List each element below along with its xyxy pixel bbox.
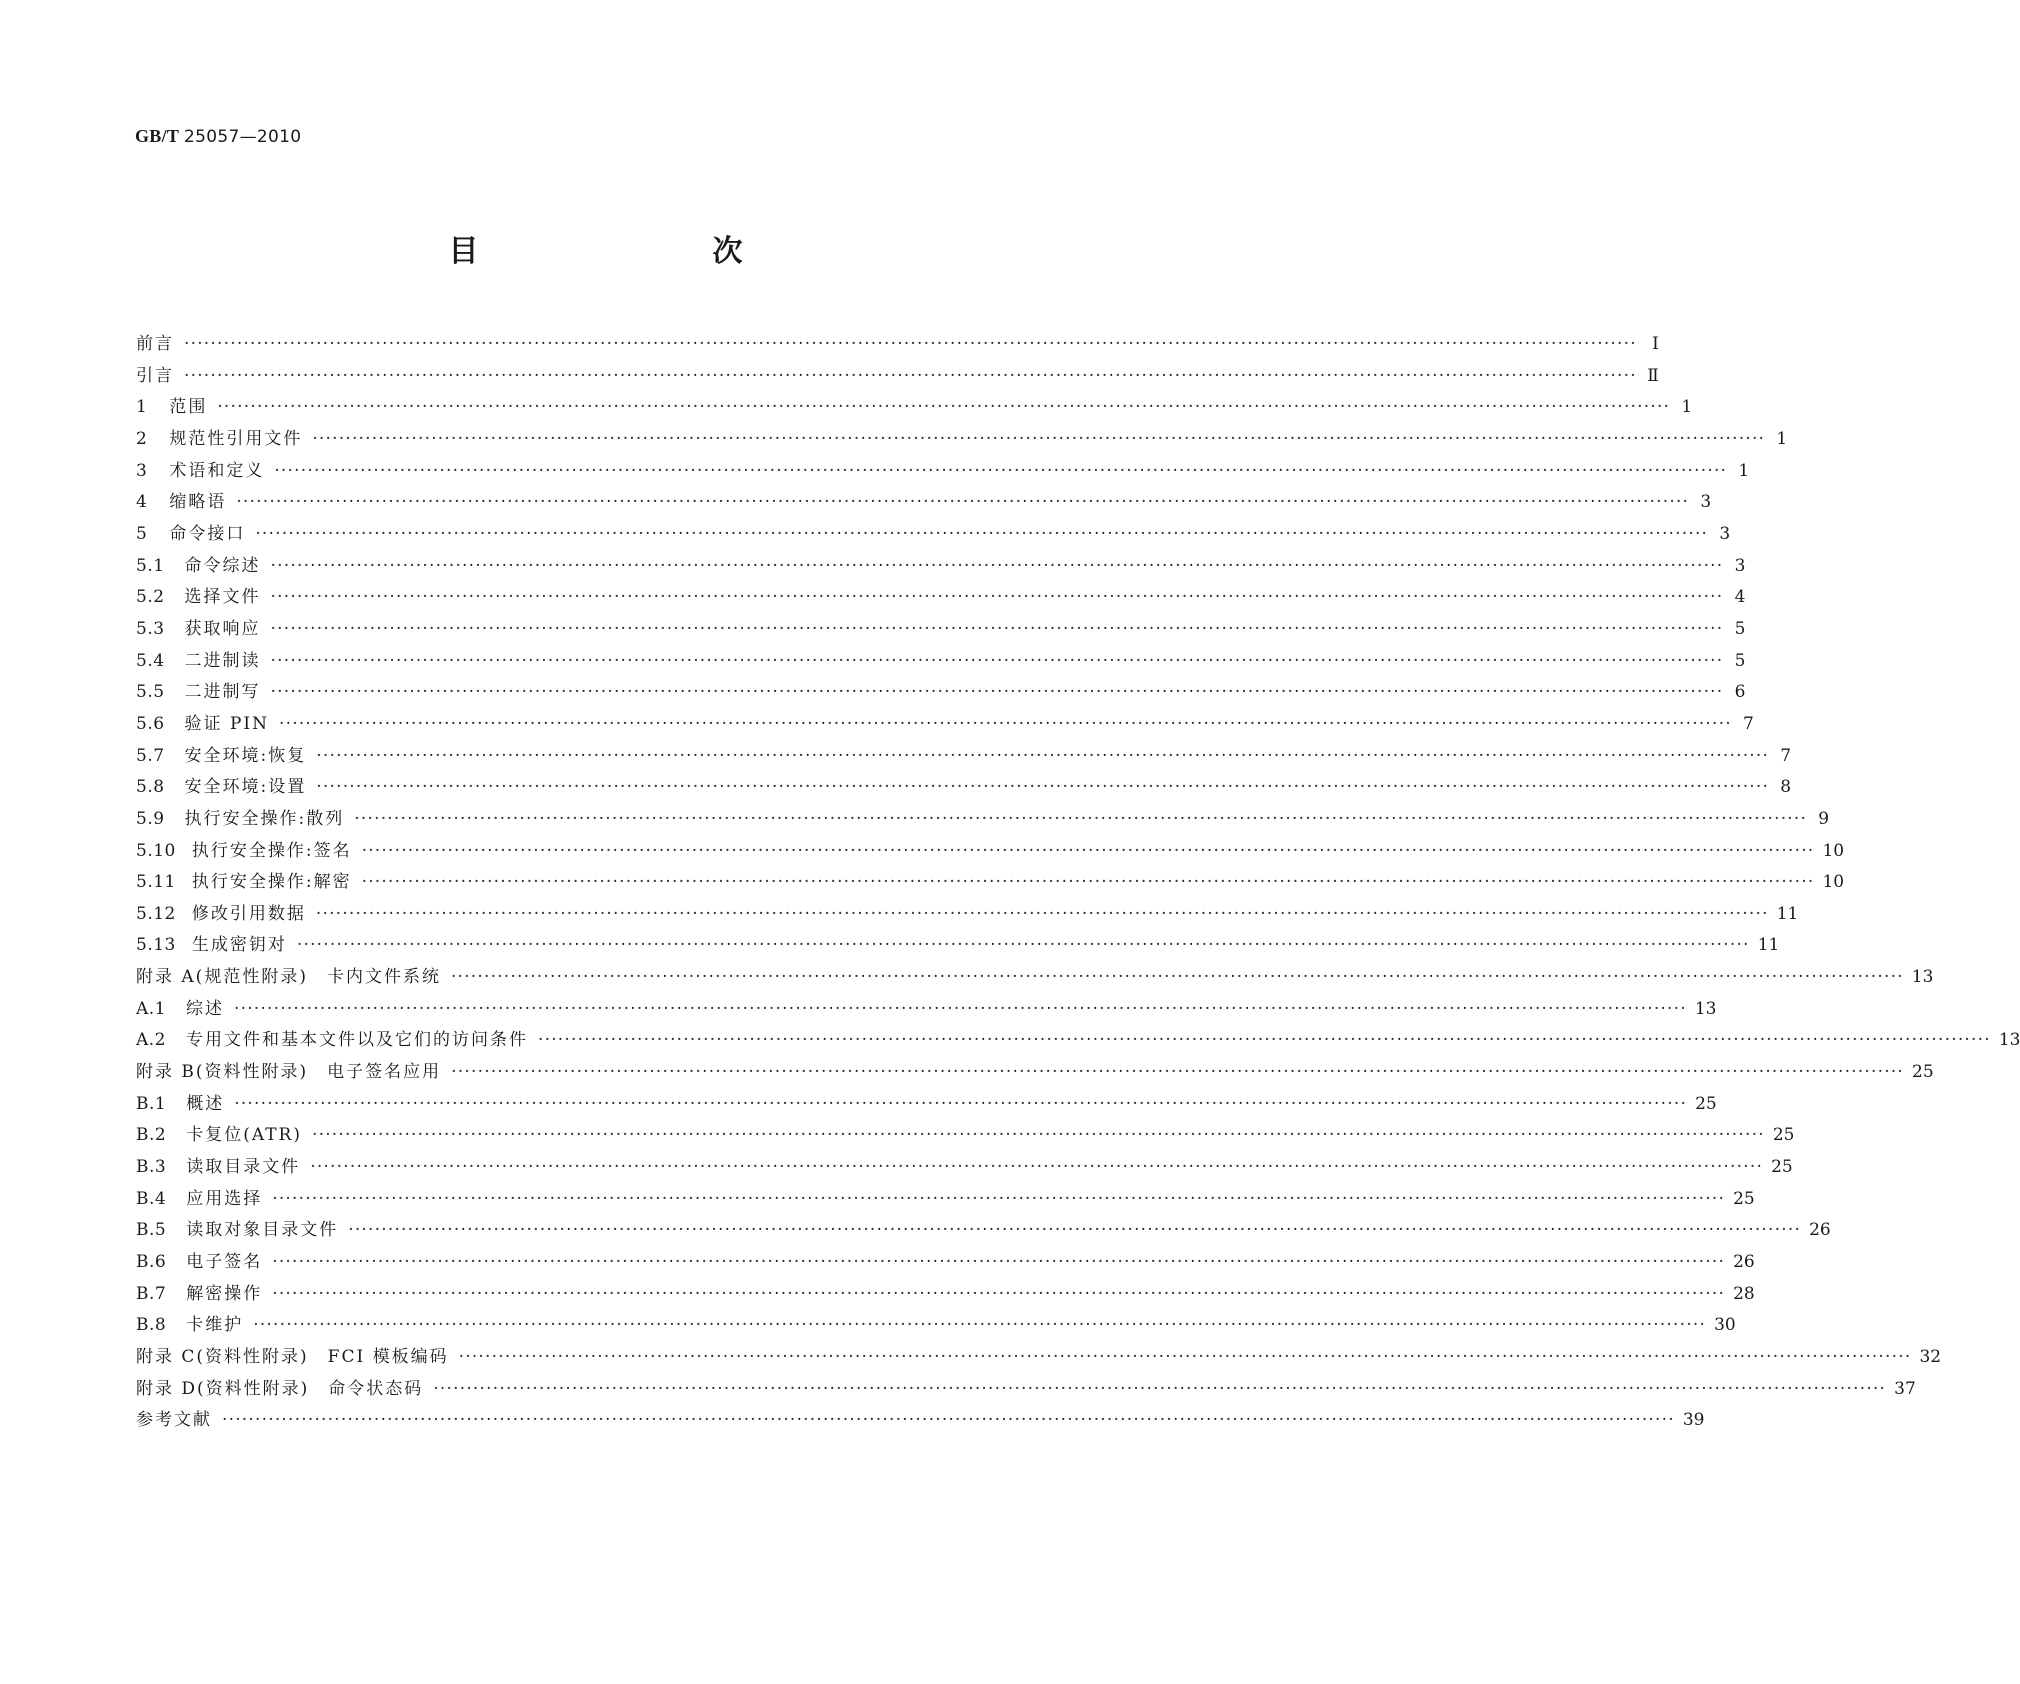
toc-entry-number: B.1 [136,1093,167,1114]
toc-entry[interactable] [136,867,1845,899]
toc-leader-dots: ···························································································································································································································· [270,587,1724,608]
toc-entry[interactable] [136,646,1746,678]
toc-entry-number: 5.11 [136,872,176,893]
toc-entry-title: 应用选择 [186,1188,263,1209]
toc-entry-number: 5.12 [136,903,176,924]
toc-leader-dots: ···························································································································································································································· [236,492,1690,513]
toc-entry[interactable] [136,1374,1916,1406]
toc-leader-dots: ···························································································································································································································· [184,365,1637,386]
toc-leader-dots: ···························································································································································································································· [270,618,1724,639]
toc-entry[interactable] [136,519,1731,551]
toc-entry[interactable] [136,487,1712,519]
toc-entry-page: 5 [1734,650,1746,671]
toc-leader-dots: ···························································································································································································································· [184,334,1637,354]
toc-entry-page: 1 [1681,397,1693,418]
toc-entry-title: 修改引用数据 [191,903,306,924]
toc-entry-page: 13 [1694,998,1717,1019]
toc-entry[interactable] [136,962,1934,994]
toc-entry-number: 5.7 [136,745,165,766]
toc-leader-dots: ···························································································································································································································· [296,935,1750,956]
toc-leader-dots: ···························································································································································································································· [348,1220,1802,1241]
toc-leader-dots: ···························································································································································································································· [312,428,1766,449]
toc-entry-number: 5.5 [136,682,165,703]
toc-entry-number: 1 [136,397,148,418]
page-title: 目 次 [448,234,801,269]
toc-entry-title: 验证 PIN [184,713,269,734]
toc-entry-number: B.5 [136,1220,167,1241]
toc-entry-page: 1 [1776,428,1788,449]
toc-entry-page: 5 [1734,618,1746,639]
toc-entry-page: 13 [1911,967,1934,988]
toc-entry-title: 生成密钥对 [191,935,287,956]
toc-entry-page: 3 [1734,555,1746,576]
toc-entry-page: 25 [1733,1188,1755,1209]
toc-entry-title: 附录 C(资料性附录) FCI 模板编码 [136,1347,449,1367]
standard-code [135,126,301,147]
toc-entry-title: 参考文献 [136,1410,212,1431]
toc-entry[interactable] [136,772,1792,804]
toc-entry[interactable] [136,424,1788,456]
toc-entry-number: A.1 [136,998,166,1019]
toc-entry-title: 命令综述 [184,555,261,576]
toc-entry[interactable] [136,836,1845,868]
toc-entry-title: 二进制读 [184,650,261,671]
toc-entry[interactable] [136,709,1754,741]
toc-entry-title: 卡复位(ATR) [186,1125,302,1146]
toc-entry-title: 读取对象目录文件 [186,1220,339,1241]
toc-entry-title: 读取目录文件 [186,1157,301,1178]
toc-leader-dots: ···························································································································································································································· [217,397,1671,418]
toc-entry-page: 11 [1776,903,1799,924]
toc-entry-title: 术语和定义 [169,460,265,481]
toc-entry[interactable] [136,994,1717,1026]
toc-entry[interactable] [136,551,1746,583]
toc-entry-title: 范围 [169,397,208,418]
toc-entry[interactable] [136,1089,1717,1121]
toc-entry-title: 缩略语 [169,492,227,513]
toc-entry[interactable] [136,741,1792,773]
toc-entry-title: 获取响应 [184,618,261,639]
toc-entry[interactable] [136,614,1746,646]
toc-leader-dots: ···························································································································································································································· [253,1315,1707,1336]
toc-entry-number: 5.10 [136,840,176,861]
toc-leader-dots: ···························································································································································································································· [354,808,1808,829]
toc-entry-page: 26 [1809,1220,1831,1241]
toc-leader-dots: ···························································································································································································································· [270,650,1724,671]
toc-entry[interactable] [136,1342,1942,1374]
toc-leader-dots: ···························································································································································································································· [272,1252,1726,1273]
toc-entry-title: 二进制写 [184,682,261,703]
toc-entry-title: 附录 D(资料性附录) 命令状态码 [136,1378,424,1399]
toc-entry-number: B.3 [136,1157,167,1178]
toc-entry-title: 附录 A(规范性附录) 卡内文件系统 [136,967,441,988]
standard-code-number: 25057—2010 [184,127,302,147]
toc-entry-title: 卡维护 [186,1315,244,1336]
toc-entry-page: 10 [1822,872,1845,893]
toc-entry-page: 1 [1738,460,1750,481]
toc-entry-number: B.7 [136,1283,167,1304]
toc-entry-page: 26 [1733,1252,1755,1273]
table-of-contents [136,329,2020,1437]
toc-entry-page: 10 [1822,840,1845,861]
toc-entry[interactable] [136,1120,1795,1152]
toc-entry[interactable] [136,1310,1736,1342]
toc-entry[interactable] [136,1152,1793,1184]
toc-entry-number: B.6 [136,1252,167,1273]
toc-entry-title: 执行安全操作:签名 [191,840,352,861]
toc-entry[interactable] [136,804,1830,836]
toc-leader-dots: ···························································································································································································································· [451,1062,1905,1083]
toc-leader-dots: ···························································································································································································································· [450,967,1904,988]
toc-leader-dots: ···························································································································································································································· [310,1157,1764,1178]
toc-leader-dots: ···························································································································································································································· [361,872,1815,893]
toc-entry-number: 5.13 [136,935,176,956]
toc-leader-dots: ···························································································································································································································· [234,998,1687,1019]
toc-leader-dots: ···························································································································································································································· [270,555,1724,576]
toc-leader-dots: ···························································································································································································································· [270,682,1724,703]
toc-entry-page: 7 [1743,713,1754,734]
toc-entry-title: 执行安全操作:散列 [184,808,345,829]
toc-entry[interactable] [136,677,1746,709]
toc-entry[interactable] [136,1279,1755,1311]
toc-entry-page: 8 [1780,777,1792,798]
toc-leader-dots: ···························································································································································································································· [538,1030,1991,1051]
toc-entry-title: 执行安全操作:解密 [191,872,352,893]
toc-leader-dots: ···························································································································································································································· [316,777,1770,798]
toc-entry-page: Ⅰ [1652,334,1659,354]
toc-leader-dots: ···························································································································································································································· [311,1125,1765,1146]
toc-leader-dots: ···························································································································································································································· [315,903,1769,924]
toc-leader-dots: ···························································································································································································································· [433,1378,1887,1399]
toc-entry-title: 前言 [136,334,174,354]
toc-entry-number: 5 [136,523,148,544]
toc-entry-number: 5.3 [136,618,165,639]
toc-entry-number: B.8 [136,1315,167,1336]
toc-entry-page: 25 [1772,1125,1795,1146]
toc-leader-dots: ···························································································································································································································· [278,713,1732,734]
toc-entry[interactable] [136,1025,2020,1057]
toc-entry-page: 28 [1733,1283,1755,1304]
toc-entry-title: 选择文件 [184,587,261,608]
toc-entry[interactable] [136,361,1659,393]
toc-entry-title: 安全环境:设置 [184,777,307,798]
toc-entry-number: 5.1 [136,555,165,576]
toc-entry-page: 11 [1757,935,1780,956]
toc-entry-page: 6 [1734,682,1746,703]
toc-entry[interactable] [136,1057,1934,1089]
toc-entry-title: 规范性引用文件 [169,428,303,449]
toc-entry-title: 综述 [186,998,224,1019]
toc-entry-title: 引言 [136,365,174,386]
toc-entry-page: 25 [1695,1093,1717,1114]
toc-entry[interactable] [136,1247,1755,1279]
toc-entry-title: 专用文件和基本文件以及它们的访问条件 [186,1030,528,1051]
toc-entry-number: 5.8 [136,777,165,798]
toc-entry-page: 3 [1700,492,1712,513]
toc-leader-dots: ···························································································································································································································· [361,840,1815,861]
toc-entry[interactable] [136,930,1780,962]
toc-entry-number: 5.9 [136,808,165,829]
toc-entry[interactable] [136,1184,1755,1216]
toc-leader-dots: ···························································································································································································································· [272,1188,1726,1209]
toc-entry-page: 25 [1771,1157,1793,1178]
toc-entry-page: 39 [1682,1410,1705,1431]
toc-entry-number: 2 [136,428,148,449]
toc-entry[interactable] [136,899,1799,931]
toc-entry-title: 概述 [186,1093,225,1114]
toc-entry-page: 13 [1998,1030,2020,1051]
toc-entry[interactable] [136,1215,1831,1247]
toc-leader-dots: ···························································································································································································································· [234,1093,1688,1114]
toc-entry-number: 4 [136,492,148,513]
toc-entry[interactable] [136,329,1659,361]
toc-leader-dots: ···························································································································································································································· [274,460,1728,481]
toc-entry-number: 5.6 [136,713,165,734]
toc-entry-title: 安全环境:恢复 [184,745,307,766]
toc-entry-number: 5.2 [136,587,165,608]
toc-entry-number: A.2 [136,1030,166,1051]
toc-entry-page: 7 [1780,745,1792,766]
toc-entry-page: 32 [1919,1347,1942,1367]
toc-leader-dots: ···························································································································································································································· [255,523,1709,544]
toc-entry[interactable] [136,582,1746,614]
toc-entry-page: 9 [1818,808,1830,829]
toc-entry-page: Ⅱ [1647,365,1659,386]
toc-entry[interactable] [136,392,1693,424]
toc-entry-title: 电子签名 [186,1252,263,1273]
toc-entry[interactable] [136,456,1750,488]
toc-entry-title: 命令接口 [169,523,246,544]
toc-entry-page: 25 [1912,1062,1934,1083]
toc-entry-title: 解密操作 [186,1283,263,1304]
toc-entry[interactable] [136,1405,1705,1437]
toc-leader-dots: ···························································································································································································································· [222,1410,1675,1431]
toc-entry-page: 30 [1714,1315,1736,1336]
toc-entry-page: 4 [1734,587,1746,608]
toc-entry-page: 37 [1894,1378,1916,1399]
toc-leader-dots: ···························································································································································································································· [458,1347,1912,1367]
toc-entry-number: 3 [136,460,148,481]
toc-entry-number: B.4 [136,1188,167,1209]
toc-entry-title: 附录 B(资料性附录) 电子签名应用 [136,1062,442,1083]
standard-code-prefix: GB/T [135,126,180,146]
toc-leader-dots: ···························································································································································································································· [316,745,1770,766]
toc-leader-dots: ···························································································································································································································· [272,1283,1726,1304]
toc-entry-page: 3 [1719,523,1731,544]
toc-entry-number: B.2 [136,1125,167,1146]
toc-entry-number: 5.4 [136,650,165,671]
